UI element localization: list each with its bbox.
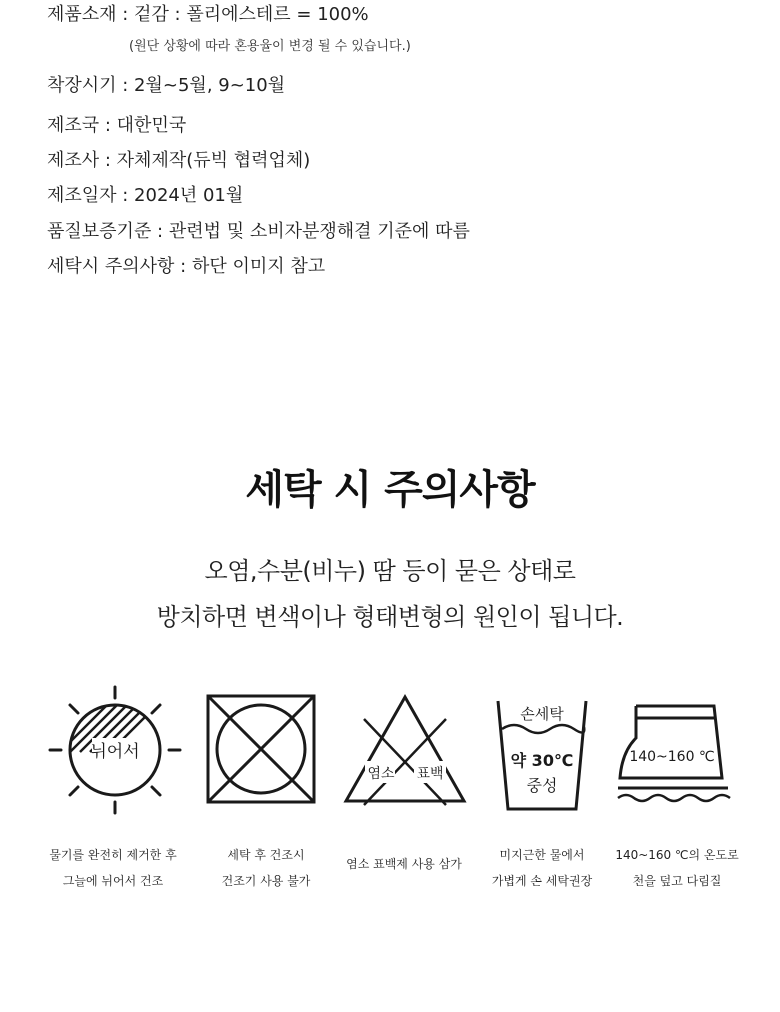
care-subtitle-line1: 오염,수분(비누) 땀 등이 묻은 상태로 [204, 557, 576, 585]
bleach-label-right: 표백 [416, 766, 444, 782]
iron-temp-label: 140~160 ℃ [629, 749, 715, 765]
no-bleach-caption: 염소 표백제 사용 삼가 [346, 857, 462, 871]
hand-wash-temp: 약 30℃ [510, 751, 574, 770]
warranty-line: 품질보증기준 : 관련법 및 소비자분쟁해결 기준에 따름 [47, 221, 470, 242]
no-tumble-dry-caption: 세탁 후 건조시 건조기 사용 불가 [221, 848, 311, 888]
hand-wash-label: 손세탁 [520, 705, 564, 723]
care-title: 세탁 시 주의사항 [245, 467, 535, 513]
manufacture-date-line: 제조일자 : 2024년 01월 [47, 185, 244, 206]
manufacturer-line: 제조사 : 자체제작(듀빅 협력업체) [47, 150, 311, 171]
hand-wash-caption: 미지근한 물에서 가볍게 손 세탁권장 [491, 848, 593, 888]
dry-in-shade-label: 뉘어서 [90, 742, 140, 762]
no-bleach-icon [342, 693, 468, 809]
iron-with-cloth-icon [614, 698, 738, 810]
season-line: 착장시기 : 2월~5월, 9~10월 [47, 75, 286, 96]
country-line: 제조국 : 대한민국 [47, 115, 187, 136]
bleach-label-left: 염소 [367, 766, 395, 782]
no-tumble-dry-icon [205, 693, 317, 805]
material-line: 제품소재 : 겉감 : 폴리에스테르 = 100% [47, 4, 369, 25]
iron-caption: 140~160 ℃의 온도로 천을 덮고 다림질 [615, 848, 739, 888]
care-note-line: 세탁시 주의사항 : 하단 이미지 참고 [47, 256, 326, 277]
hand-wash-detergent: 중성 [526, 776, 558, 795]
dry-in-shade-icon [40, 680, 190, 820]
hand-wash-icon [492, 695, 592, 815]
care-subtitle-line2: 방치하면 변색이나 형태변형의 원인이 됩니다. [156, 603, 624, 631]
dry-in-shade-caption: 물기를 완전히 제거한 후 그늘에 뉘어서 건조 [49, 848, 177, 888]
material-note: (원단 상황에 따라 혼용율이 변경 될 수 있습니다.) [129, 39, 411, 54]
